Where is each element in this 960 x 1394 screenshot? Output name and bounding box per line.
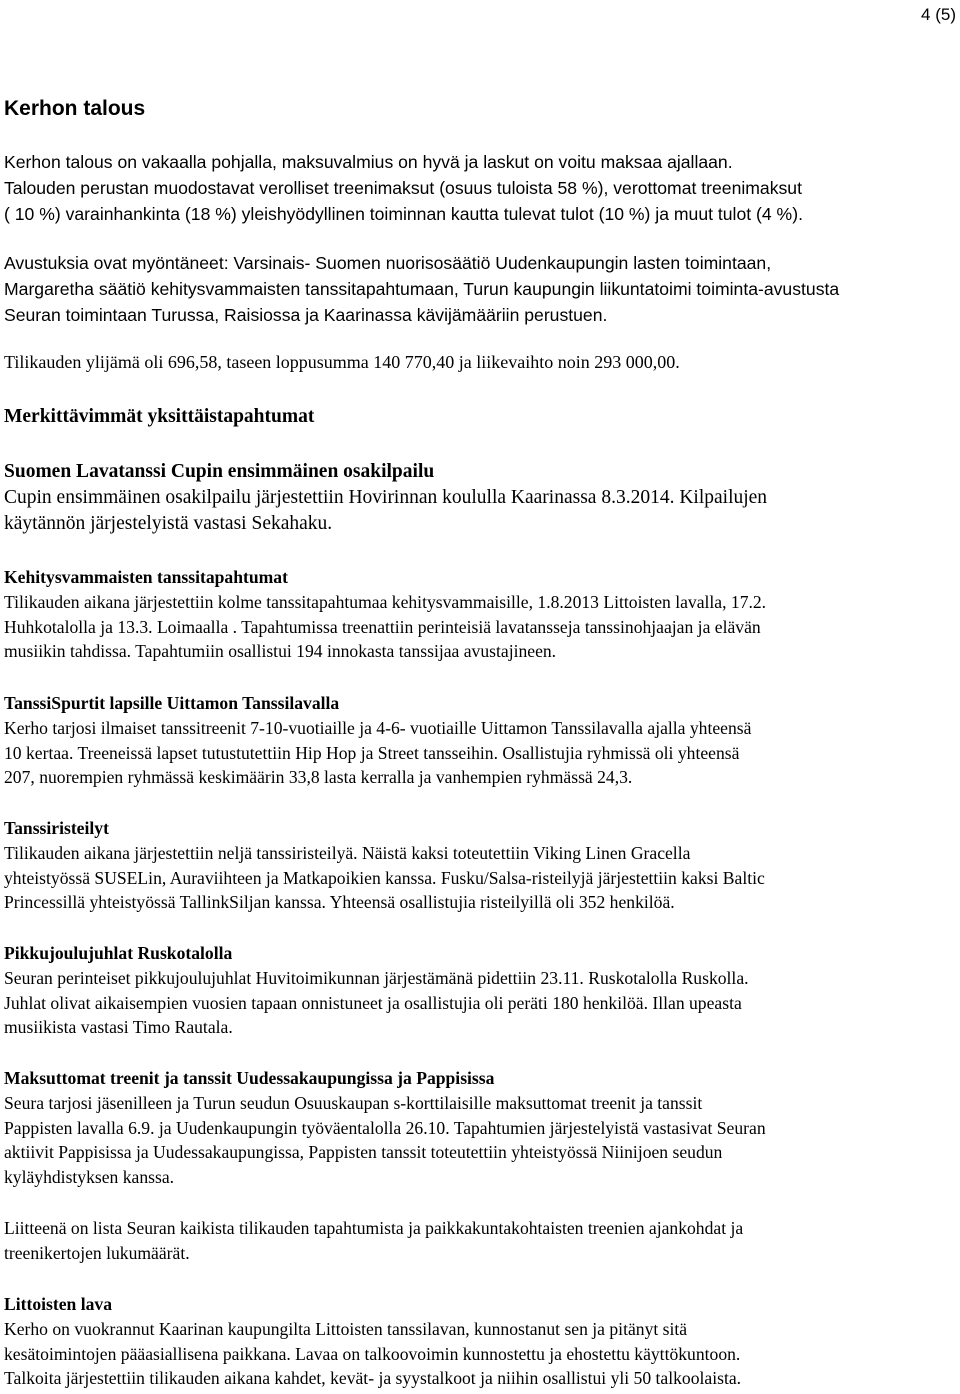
liitteena-paragraph: [4, 1216, 956, 1266]
section-littoisten-lava: [4, 1292, 956, 1391]
section-tanssispurtit: [4, 691, 956, 790]
cup-paragraph: [4, 485, 956, 537]
section-title-talous: Kerhon talous: [4, 97, 146, 120]
text-line: 10 kertaa. Treeneissä lapset tutustutettiin Hip Hop ja Street tansseihin. Osallistujia ryhmissä oli yhteensä: [4, 742, 740, 763]
section-heading: Tanssiristeilyt: [4, 818, 109, 838]
section-title-merkittavimmat: Merkittävimmät yksittäistapahtumat: [4, 406, 315, 427]
text-line: ( 10 %) varainhankinta (18 %) yleishyödyllinen toiminnan kautta tulevat tulot (10 %) ja muut tulot (4 %).: [4, 204, 803, 224]
text-line: Cupin ensimmäinen osakilpailu järjestettiin Hovirinnan koululla Kaarinassa 8.3.2014. Kilpailujen: [4, 487, 768, 508]
section-tanssiristeilyt: [4, 816, 956, 915]
text-line: Talouden perustan muodostavat verolliset treenimaksut (osuus tuloista 58 %), verottomat treenimaksut: [4, 178, 802, 198]
text-line: Margaretha säätiö kehitysvammaisten tanssitapahtumaan, Turun kaupungin liikuntatoimi toiminta-avustusta: [4, 279, 840, 299]
text-line: Seuran toimintaan Turussa, Raisiossa ja Kaarinassa kävijämääriin perustuen.: [4, 305, 608, 325]
text-line: treenikertojen lukumäärät.: [4, 1242, 190, 1263]
avustukset-paragraph: [4, 250, 956, 328]
section-heading: Littoisten lava: [4, 1294, 113, 1314]
text-line: Tilikauden aikana järjestettiin neljä tanssiristeilyä. Näistä kaksi toteutettiin Viking Linen Gracella: [4, 842, 691, 863]
text-line: musiikin tahdissa. Tapahtumiin osallistui 194 innokasta tanssijaa avustajineen.: [4, 641, 557, 662]
page-number: 4 (5): [921, 5, 956, 24]
text-line: käytännön järjestelyistä vastasi Sekahaku.: [4, 513, 333, 534]
text-line: kesätoimintojen pääasiallisena paikkana. Lavaa on talkoovoimin kunnostettu ja ehostettu käyttökuntoon.: [4, 1343, 741, 1364]
text-line: Liitteenä on lista Seuran kaikista tilikauden tapahtumista ja paikkakuntakohtaisten treenien ajankohdat ja: [4, 1218, 744, 1238]
text-line: Kerho tarjosi ilmaiset tanssitreenit 7-10-vuotiaille ja 4-6- vuotiaille Uittamon Tanssilavalla ajalla yhteensä: [4, 717, 752, 738]
text-line: Avustuksia ovat myöntäneet: Varsinais- Suomen nuorisosäätiö Uudenkaupungin lasten toimintaan,: [4, 253, 772, 273]
text-line: kyläyhdistyksen kanssa.: [4, 1167, 175, 1188]
text-line: 207, nuorempien ryhmässä keskimäärin 33,8 lasta kerralla ja vanhempien ryhmässä 24,3.: [4, 767, 633, 788]
text-line: Seura tarjosi jäsenilleen ja Turun seudun Osuuskaupan s-korttilaisille maksuttomat treenit ja tanssit: [4, 1092, 703, 1113]
talous-paragraph: [4, 149, 956, 227]
section-heading: Pikkujoulujuhlat Ruskotalolla: [4, 943, 233, 963]
section-heading: TanssiSpurtit lapsille Uittamon Tanssilavalla: [4, 693, 340, 713]
ylijama-paragraph: Tilikauden ylijämä oli 696,58, taseen loppusumma 140 770,40 ja liikevaihto noin 293 000,00.: [4, 352, 680, 372]
text-line: Kerho on vuokrannut Kaarinan kaupungilta Littoisten tanssilavan, kunnostanut sen ja pitänyt sitä: [4, 1318, 688, 1339]
text-line: Pappisten lavalla 6.9. ja Uudenkaupungin työväentalolla 26.10. Tapahtumien järjestelyistä vastasivat Seuran: [4, 1117, 766, 1138]
text-line: Seuran perinteiset pikkujoulujuhlat Huvitoimikunnan järjestämänä pidettiin 23.11. Ruskotalolla Ruskolla.: [4, 967, 749, 988]
text-line: musiikista vastasi Timo Rautala.: [4, 1017, 233, 1038]
text-line: Kerhon talous on vakaalla pohjalla, maksuvalmius on hyvä ja laskut on voitu maksaa ajallaan.: [4, 152, 733, 172]
section-pikkujoulujuhlat: [4, 941, 956, 1040]
text-line: Tilikauden aikana järjestettiin kolme tanssitapahtumaa kehitysvammaisille, 1.8.2013 Littoisten lavalla, 17.2.: [4, 591, 767, 612]
text-line: Talkoita järjestettiin tilikauden aikana kahdet, kevät- ja syystalkoot ja niihin osallistui yli 50 talkoolaista.: [4, 1368, 742, 1389]
section-kehitysvammaisten: [4, 565, 956, 664]
section-heading: Maksuttomat treenit ja tanssit Uudessakaupungissa ja Pappisissa: [4, 1068, 495, 1088]
section-maksuttomat-treenit: [4, 1066, 956, 1190]
text-line: yhteistyössä SUSELin, Auraviihteen ja Matkapoikien kanssa. Fusku/Salsa-risteilyjä järjestettiin kaksi Baltic: [4, 867, 765, 888]
text-line: Juhlat olivat aikaisempien vuosien tapaan onnistuneet ja osallistujia oli peräti 180 henkilöä. Illan upeasta: [4, 992, 742, 1013]
text-line: Huhkotalolla ja 13.3. Loimaalla . Tapahtumissa treenattiin perinteisiä lavatansseja tanssinohjaajan ja elävän: [4, 616, 761, 637]
cup-title: Suomen Lavatanssi Cupin ensimmäinen osakilpailu: [4, 461, 435, 482]
text-line: aktiivit Pappisissa ja Uudessakaupungissa, Pappisten tanssit toteutettiin yhteistyössä Niinijoen seudun: [4, 1142, 723, 1163]
text-line: Princessillä yhteistyössä TallinkSiljan kanssa. Yhteensä osallistujia risteilyillä oli 352 henkilöä.: [4, 892, 675, 913]
section-heading: Kehitysvammaisten tanssitapahtumat: [4, 567, 288, 587]
